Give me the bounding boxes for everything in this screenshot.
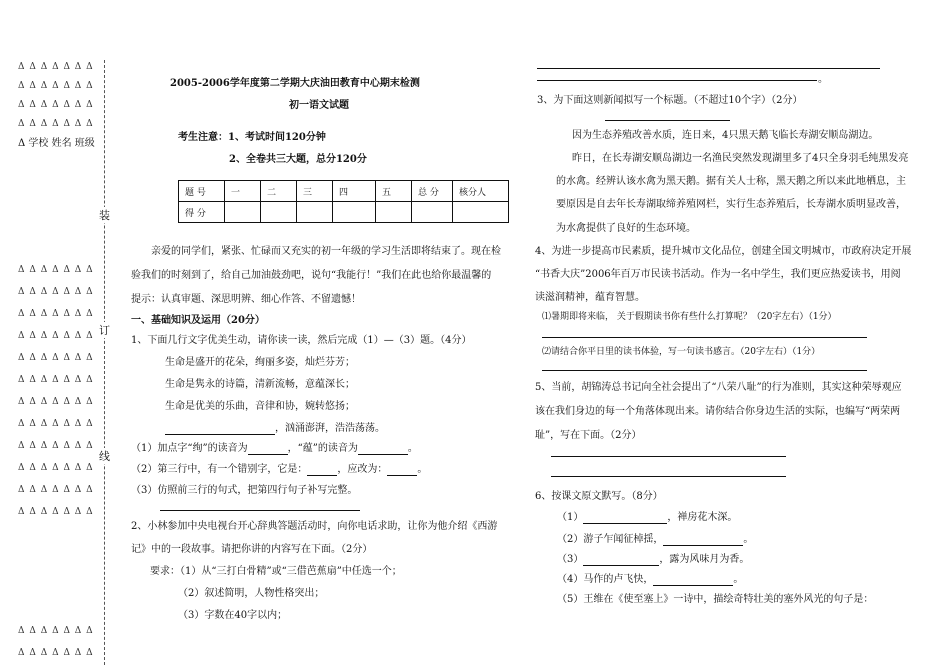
q1-1-text-a: （1）加点字“绚”的读音为 [131, 443, 248, 454]
poem-blank[interactable] [165, 423, 275, 435]
score-entry-cell[interactable] [333, 202, 376, 223]
intro-paragraph-line: 亲爱的同学们，紧张、忙碌而又充实的初一年级的学习生活即将结束了。现在检 [151, 246, 501, 257]
answer-blank[interactable] [358, 443, 408, 455]
score-table-cell: 总 分 [412, 181, 453, 202]
question-1-1 [131, 439, 418, 455]
triangle-mark-row: Δ Δ Δ Δ Δ Δ Δ [18, 441, 94, 451]
news-paragraph-line: 因为生态养殖改善水质，连日来，4只黑天鹅飞临长寿湖安顺岛湖边。 [572, 130, 879, 141]
question-6-prompt: 6、按课文原文默写。（8分） [535, 491, 663, 502]
intro-paragraph-line: 提示：认真审题、深思明辨、细心作答、不留遗憾！ [131, 294, 361, 305]
question-6-4 [557, 570, 743, 586]
score-table-cell: 五 [376, 181, 412, 202]
triangle-mark-row: Δ Δ Δ Δ Δ Δ Δ [18, 507, 94, 517]
triangle-mark-row: Δ Δ Δ Δ Δ Δ Δ [18, 375, 94, 385]
answer-line[interactable] [551, 456, 786, 457]
triangle-mark-row: Δ Δ Δ Δ Δ Δ Δ [18, 397, 94, 407]
poem-line-4: ，汹涌澎湃，浩浩荡荡。 [275, 423, 385, 434]
triangle-mark-row: Δ Δ Δ Δ Δ Δ Δ [18, 62, 94, 72]
poem-line: 生命是优美的乐曲，音律和协，婉转悠扬； [165, 401, 355, 412]
score-table [178, 180, 509, 223]
poem-line-fill [165, 419, 385, 435]
headline-answer-line[interactable] [605, 120, 730, 121]
score-table-cell: 二 [261, 181, 297, 202]
triangle-mark-row: Δ Δ Δ Δ Δ Δ Δ [18, 81, 94, 91]
score-entry-cell[interactable] [453, 202, 509, 223]
triangle-mark-row: Δ Δ Δ Δ Δ Δ Δ [18, 100, 94, 110]
question-4-sub-1: ⑴暑期即将来临， 关于假期读书你有些什么打算呢？（20字左右）（1分） [542, 312, 837, 322]
question-6-3 [557, 550, 749, 566]
exam-subtitle: 初一语文试题 [289, 100, 349, 111]
q6-2-text-b: 。 [743, 534, 754, 545]
triangle-mark-row: Δ Δ Δ Δ Δ Δ Δ [18, 119, 94, 129]
question-6-5: （5）王维在《使至塞上》一诗中，描绘奇特壮美的塞外风光的句子是： [557, 594, 874, 605]
question-5-prompt-cont: 该在我们身边的每一个角落体现出来。请你结合你身边生活的实际，也编写“两荣两 [535, 406, 901, 417]
score-entry-cell[interactable] [261, 202, 297, 223]
section-1-heading: 一、基础知识及运用（20分） [131, 315, 265, 326]
answer-line[interactable] [537, 80, 817, 81]
question-6-2 [557, 530, 753, 546]
poem-line: 生命是隽永的诗篇，清新流畅，意蕴深长； [165, 379, 355, 390]
answer-blank[interactable] [307, 464, 337, 476]
q6-2-text-a: （2）游子乍闻征棹揺， [557, 534, 664, 545]
answer-line[interactable] [542, 370, 867, 371]
answer-blank[interactable] [583, 554, 659, 566]
question-3-prompt: 3、为下面这则新闻拟写一个标题。（不超过10个字）（2分） [537, 95, 803, 106]
triangle-mark-row: Δ Δ Δ Δ Δ Δ Δ [18, 463, 94, 473]
question-5-prompt: 5、当前，胡锦涛总书记向全社会提出了“八荣八耻”的行为准则，其实这种荣辱观应 [535, 382, 902, 393]
exam-notice-time: 考生注意：1、考试时间120分钟 [178, 132, 326, 143]
seal-char-ding: 订 [99, 324, 110, 337]
end-period: 。 [818, 74, 828, 85]
question-2-requirement: （3）字数在40字以内； [178, 610, 288, 621]
triangle-mark-row: Δ Δ Δ Δ Δ Δ Δ [18, 331, 94, 341]
score-table-cell: 核分人 [453, 181, 509, 202]
question-4-prompt-cont: 读滋润精神，蕴育智慧。 [535, 292, 645, 303]
score-table-cell: 得 分 [179, 202, 225, 223]
intro-paragraph-line: 验我们的时刻到了，给自己加油鼓劲吧，说句“我能行！”我们在此也给你最温馨的 [131, 270, 492, 281]
poem-line: 生命是盛开的花朵，绚丽多姿，灿烂芬芳； [165, 357, 355, 368]
question-2-prompt-cont: 记》中的一段故事。请把你讲的内容写在下面。（2分） [131, 544, 373, 555]
question-6-1 [557, 508, 737, 524]
question-1-2 [131, 460, 427, 476]
score-table-cell: 题 号 [179, 181, 225, 202]
triangle-mark-row: Δ Δ Δ Δ Δ Δ Δ [18, 626, 94, 636]
score-table-cell: 一 [225, 181, 261, 202]
triangle-mark-row: Δ Δ Δ Δ Δ Δ Δ [18, 419, 94, 429]
answer-blank[interactable] [387, 464, 417, 476]
q6-3-text-b: ，露为风味月为香。 [659, 554, 750, 565]
answer-line[interactable] [551, 476, 786, 477]
score-entry-cell[interactable] [225, 202, 261, 223]
score-table-header-row [179, 181, 509, 202]
news-paragraph-line: 为水禽提供了良好的生态环境。 [556, 223, 696, 234]
news-paragraph-line: 要原因是自去年长寿湖取缔养殖网栏，实行生态养殖后，长寿湖水质明显改善， [556, 199, 906, 210]
score-entry-cell[interactable] [376, 202, 412, 223]
triangle-mark-row: Δ Δ Δ Δ Δ Δ Δ [18, 287, 94, 297]
answer-blank[interactable] [583, 512, 667, 524]
news-paragraph-line: 的水禽。经辨认该水禽为黑天鹅。据有关人士称，黑天鹅之所以来此地栖息，主 [556, 176, 906, 187]
answer-line[interactable] [542, 337, 867, 338]
q6-1-text-b: ，禅房花木深。 [667, 512, 738, 523]
score-table-cell: 四 [333, 181, 376, 202]
q6-3-text-a: （3） [557, 554, 584, 565]
question-4-prompt-cont: “书香大庆”2006年百万市民读书活动。作为一名中学生，我们更应热爱读书，用阅 [535, 269, 901, 280]
question-2-prompt: 2、小林参加中央电视台开心辞典答题活动时，向你电话求助，让你为他介绍《西游 [131, 521, 498, 532]
question-2-requirement: （2）叙述简明，人物性格突出； [178, 588, 325, 599]
question-1-3: （3）仿照前三行的句式，把第四行句子补写完整。 [131, 485, 358, 496]
seal-char-zhuang: 装 [99, 209, 110, 222]
q1-1-text-c: 。 [407, 443, 418, 454]
triangle-mark-row: Δ Δ Δ Δ Δ Δ Δ [18, 265, 94, 275]
score-table-score-row [179, 202, 509, 223]
exam-title: 2005-2006学年度第二学期大庆油田教育中心期末检测 [170, 78, 420, 89]
answer-line[interactable] [160, 510, 360, 511]
q6-1-text-a: （1） [557, 512, 584, 523]
answer-blank[interactable] [248, 443, 288, 455]
question-2-requirement: 要求：（1）从“三打白骨精”或“三借芭蕉扇”中任选一个； [150, 566, 402, 577]
answer-line[interactable] [537, 68, 880, 69]
score-entry-cell[interactable] [412, 202, 453, 223]
q1-1-text-b: ，“蕴”的读音为 [287, 443, 358, 454]
q1-2-text-a: （2）第三行中，有一个错别字，它是： [131, 464, 308, 475]
seal-char-xian: 线 [99, 450, 110, 463]
triangle-mark-row: Δ Δ Δ Δ Δ Δ Δ [18, 648, 94, 658]
answer-blank[interactable] [663, 534, 743, 546]
question-5-prompt-cont: 耻”，写在下面。（2分） [535, 430, 642, 441]
q6-4-text-b: 。 [733, 574, 744, 585]
triangle-mark-row: Δ Δ Δ Δ Δ Δ Δ [18, 309, 94, 319]
exam-notice-score: 2、全卷共三大题，总分120分 [229, 154, 367, 165]
score-table-cell: 三 [297, 181, 333, 202]
triangle-mark-row: Δ Δ Δ Δ Δ Δ Δ [18, 353, 94, 363]
answer-blank[interactable] [653, 574, 733, 586]
binding-cut-line [104, 60, 105, 665]
score-entry-cell[interactable] [297, 202, 333, 223]
q6-4-text-a: （4）马作的卢飞快， [557, 574, 654, 585]
news-paragraph-line: 昨日，在长寿湖安顺岛湖边一名渔民突然发现湖里多了4只全身羽毛纯黑发亮 [572, 153, 909, 164]
question-4-sub-2: ⑵请结合你平日里的读书体验，写一句读书感言。（20字左右）（1分） [542, 347, 821, 357]
question-1-prompt: 1、下面几行文字优美生动，请你读一读，然后完成（1）—（3）题。（4分） [131, 335, 472, 346]
question-4-prompt: 4、为进一步提高市民素质，提升城市文化品位，创建全国文明城市，市政府决定开展 [535, 246, 912, 257]
triangle-mark-row: Δ Δ Δ Δ Δ Δ Δ [18, 485, 94, 495]
student-info-label: Δ 学校 姓名 班级 [18, 138, 95, 149]
q1-2-text-c: 。 [417, 464, 428, 475]
q1-2-text-b: ，应改为： [337, 464, 388, 475]
